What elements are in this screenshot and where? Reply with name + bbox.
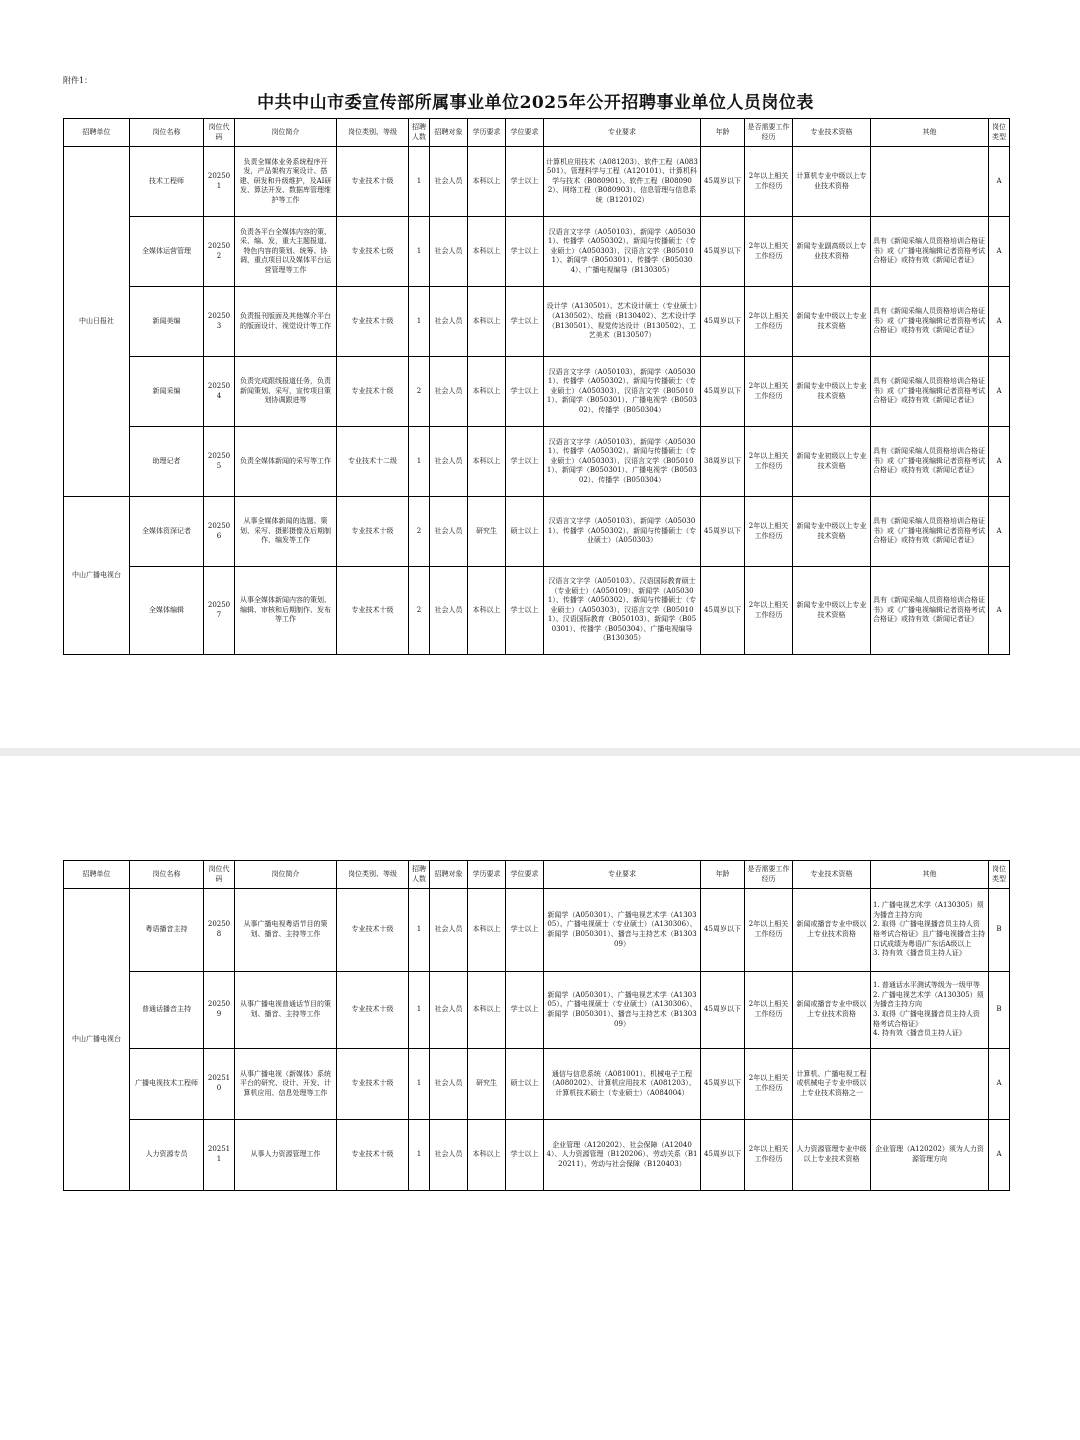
position-type: A xyxy=(989,427,1010,497)
position-name: 新闻美编 xyxy=(130,287,204,357)
page-title: 中共中山市委宣传部所属事业单位2025年公开招聘事业单位人员岗位表 xyxy=(257,93,814,113)
table-row xyxy=(64,357,1010,427)
professional-qualification: 新闻专业中级以上专业技术资格 xyxy=(793,287,871,357)
age-requirement: 45周岁以下 xyxy=(701,287,745,357)
degree-requirement: 学士以上 xyxy=(506,567,544,655)
hire-count: 2 xyxy=(409,497,430,567)
recruit-target: 社会人员 xyxy=(430,889,468,972)
position-code: 202504 xyxy=(204,357,235,427)
age-requirement: 45周岁以下 xyxy=(701,1120,745,1191)
hire-count: 1 xyxy=(409,427,430,497)
major-requirement: 计算机应用技术（A081203）、软件工程（A083501）、管理科学与工程（A120101）、计算机科学与技术（B080901）、软件工程（B080902）、网络工程（B080903）、信息管理与信息系统（B120102） xyxy=(544,147,701,217)
table-row xyxy=(64,147,1010,217)
education-requirement: 本科以上 xyxy=(468,889,506,972)
hire-count: 1 xyxy=(409,889,430,972)
position-type: A xyxy=(989,567,1010,655)
education-requirement: 本科以上 xyxy=(468,357,506,427)
position-category: 专业技术十级 xyxy=(337,1120,409,1191)
position-type: A xyxy=(989,147,1010,217)
recruit-target: 社会人员 xyxy=(430,357,468,427)
degree-requirement: 学士以上 xyxy=(506,287,544,357)
recruit-target: 社会人员 xyxy=(430,217,468,287)
position-description: 从事广播电视普通话节目的策划、播音、主持等工作 xyxy=(235,972,337,1049)
table-row xyxy=(64,287,1010,357)
education-requirement: 本科以上 xyxy=(468,217,506,287)
position-description: 负责各平台全媒体内容的策、采、编、发，重大主题报道、特色内容的策划、统筹、协调，重点项目以及媒体平台运营管理等工作 xyxy=(235,217,337,287)
other-requirements: 具有《新闻采编人员资格培训合格证书》或《广播电视编辑记者资格考试合格证》或持有效《新闻记者证》 xyxy=(871,497,989,567)
major-requirement: 汉语言文字学（A050103）、新闻学（A050301）、传播学（A050302）、新闻与传播硕士（专业硕士）（A050303）、汉语言文学（B050101）、新闻学（B050301）、广播电视学（B050302）、传播学（B050304） xyxy=(544,427,701,497)
positions-table-2 xyxy=(63,860,1010,1191)
header-cell: 岗位类型 xyxy=(989,119,1010,147)
recruit-target: 社会人员 xyxy=(430,972,468,1049)
major-requirement: 汉语言文字学（A050103）、新闻学（A050301）、传播学（A050302）、新闻与传播硕士（专业硕士）（A050303）、汉语言文学（B050101）、新闻学（B050301）、广播电视学（B050302）、传播学（B050304） xyxy=(544,357,701,427)
document-page-2 xyxy=(0,756,1080,1440)
table-header xyxy=(64,861,1010,889)
other-requirements xyxy=(871,1049,989,1120)
position-code: 202505 xyxy=(204,427,235,497)
major-requirement: 汉语言文字学（A050103）、汉语国际教育硕士（专业硕士）（A050109）、新闻学（A050301）、传播学（A050302）、新闻与传播硕士（专业硕士）（A050303）、汉语言文学（B050101）、汉语国际教育（B050103）、新闻学（B050301）、传播学（B050304）、广播电视编导（B130305） xyxy=(544,567,701,655)
recruit-target: 社会人员 xyxy=(430,287,468,357)
header-cell: 专业技术资格 xyxy=(793,861,871,889)
education-requirement: 本科以上 xyxy=(468,287,506,357)
header-cell: 岗位类别、等级 xyxy=(337,119,409,147)
position-category: 专业技术七级 xyxy=(337,217,409,287)
header-cell: 招聘人数 xyxy=(409,861,430,889)
position-description: 负责报刊版面及其他媒介平台的版面设计、视觉设计等工作 xyxy=(235,287,337,357)
position-name: 广播电视技术工程师 xyxy=(130,1049,204,1120)
position-category: 专业技术十级 xyxy=(337,972,409,1049)
age-requirement: 45周岁以下 xyxy=(701,972,745,1049)
position-name: 技术工程师 xyxy=(130,147,204,217)
age-requirement: 45周岁以下 xyxy=(701,567,745,655)
recruit-target: 社会人员 xyxy=(430,1120,468,1191)
position-description: 从事广播电视（新媒体）系统平台的研究、设计、开发、计算机应用、信息处理等工作 xyxy=(235,1049,337,1120)
work-experience: 2年以上相关工作经历 xyxy=(745,357,793,427)
other-requirements: 1. 广播电视艺术学（A130305）须为播音主持方向 2. 取得《广播电视播音员主持人资格考试合格证》且广播电视播音主持口试成绩为粤语/广东话A级以上 3. 持有效《播音员主持人证》 xyxy=(871,889,989,972)
education-requirement: 研究生 xyxy=(468,497,506,567)
other-requirements: 具有《新闻采编人员资格培训合格证书》或《广播电视编辑记者资格考试合格证》或持有效《新闻记者证》 xyxy=(871,217,989,287)
education-requirement: 本科以上 xyxy=(468,567,506,655)
unit-cell: 中山日报社 xyxy=(64,147,130,497)
degree-requirement: 硕士以上 xyxy=(506,1049,544,1120)
header-cell: 岗位名称 xyxy=(130,119,204,147)
position-type: A xyxy=(989,497,1010,567)
work-experience: 2年以上相关工作经历 xyxy=(745,567,793,655)
header-cell: 岗位代码 xyxy=(204,119,235,147)
header-cell: 专业技术资格 xyxy=(793,119,871,147)
major-requirement: 新闻学（A050301）、广播电视艺术学（A130305）、广播电视硕士（专业硕士）（A130306）、新闻学（B050301）、播音与主持艺术（B130309） xyxy=(544,972,701,1049)
work-experience: 2年以上相关工作经历 xyxy=(745,147,793,217)
professional-qualification: 新闻或播音专业中级以上专业技术资格 xyxy=(793,972,871,1049)
age-requirement: 45周岁以下 xyxy=(701,357,745,427)
recruit-target: 社会人员 xyxy=(430,147,468,217)
header-cell: 招聘单位 xyxy=(64,861,130,889)
positions-table-1 xyxy=(63,118,1010,655)
attachment-label: 附件1： xyxy=(63,76,93,85)
position-code: 202501 xyxy=(204,147,235,217)
header-cell: 招聘单位 xyxy=(64,119,130,147)
degree-requirement: 学士以上 xyxy=(506,1120,544,1191)
position-name: 助理记者 xyxy=(130,427,204,497)
professional-qualification: 计算机专业中级以上专业技术资格 xyxy=(793,147,871,217)
hire-count: 1 xyxy=(409,287,430,357)
recruit-target: 社会人员 xyxy=(430,567,468,655)
major-requirement: 汉语言文字学（A050103）、新闻学（A050301）、传播学（A050302）、新闻与传播硕士（专业硕士）（A050303）、汉语言文学（B050101）、新闻学（B050301）、传播学（B050304）、广播电视编导（B130305） xyxy=(544,217,701,287)
degree-requirement: 学士以上 xyxy=(506,972,544,1049)
professional-qualification: 新闻专业初级以上专业技术资格 xyxy=(793,427,871,497)
degree-requirement: 学士以上 xyxy=(506,427,544,497)
professional-qualification: 计算机、广播电视工程或机械电子专业中级以上专业技术资格之一 xyxy=(793,1049,871,1120)
header-cell: 岗位类别、等级 xyxy=(337,861,409,889)
header-cell: 年龄 xyxy=(701,119,745,147)
hire-count: 1 xyxy=(409,147,430,217)
table-header xyxy=(64,119,1010,147)
position-name: 人力资源专员 xyxy=(130,1120,204,1191)
header-cell: 其他 xyxy=(871,119,989,147)
header-cell: 学历要求 xyxy=(468,119,506,147)
position-description: 从事全媒体新闻的选题、策划、采写、摄影摄像及后期制作、编发等工作 xyxy=(235,497,337,567)
age-requirement: 45周岁以下 xyxy=(701,889,745,972)
table-row xyxy=(64,497,1010,567)
work-experience: 2年以上相关工作经历 xyxy=(745,427,793,497)
hire-count: 1 xyxy=(409,217,430,287)
header-cell: 学历要求 xyxy=(468,861,506,889)
age-requirement: 45周岁以下 xyxy=(701,147,745,217)
header-cell: 招聘对象 xyxy=(430,861,468,889)
position-name: 普通话播音主持 xyxy=(130,972,204,1049)
header-cell: 岗位简介 xyxy=(235,861,337,889)
position-type: B xyxy=(989,889,1010,972)
header-cell: 是否需要工作经历 xyxy=(745,119,793,147)
age-requirement: 38周岁以下 xyxy=(701,427,745,497)
position-code: 202502 xyxy=(204,217,235,287)
position-type: A xyxy=(989,357,1010,427)
header-cell: 学位要求 xyxy=(506,861,544,889)
recruit-target: 社会人员 xyxy=(430,497,468,567)
major-requirement: 汉语言文字学（A050103）、新闻学（A050301）、传播学（A050302）、新闻与传播硕士（专业硕士）（A050303） xyxy=(544,497,701,567)
other-requirements: 1. 普通话水平测试等级为一级甲等 2. 广播电视艺术学（A130305）须为播音主持方向 3. 取得《广播电视播音员主持人资格考试合格证》 4. 持有效《播音员主持人证》 xyxy=(871,972,989,1049)
work-experience: 2年以上相关工作经历 xyxy=(745,1049,793,1120)
unit-cell: 中山广播电视台 xyxy=(64,497,130,655)
hire-count: 1 xyxy=(409,1049,430,1120)
position-type: A xyxy=(989,1120,1010,1191)
position-description: 负责全媒体新闻的采写等工作 xyxy=(235,427,337,497)
other-requirements: 具有《新闻采编人员资格培训合格证书》或《广播电视编辑记者资格考试合格证》或持有效《新闻记者证》 xyxy=(871,287,989,357)
position-name: 全媒体运营管理 xyxy=(130,217,204,287)
position-code: 202507 xyxy=(204,567,235,655)
header-cell: 学位要求 xyxy=(506,119,544,147)
table-row xyxy=(64,567,1010,655)
education-requirement: 本科以上 xyxy=(468,972,506,1049)
work-experience: 2年以上相关工作经历 xyxy=(745,497,793,567)
work-experience: 2年以上相关工作经历 xyxy=(745,889,793,972)
position-code: 202510 xyxy=(204,1049,235,1120)
degree-requirement: 学士以上 xyxy=(506,147,544,217)
position-name: 全媒体资深记者 xyxy=(130,497,204,567)
position-category: 专业技术十级 xyxy=(337,287,409,357)
major-requirement: 新闻学（A050301）、广播电视艺术学（A130305）、广播电视硕士（专业硕士）（A130306）、新闻学（B050301）、播音与主持艺术（B130309） xyxy=(544,889,701,972)
position-code: 202506 xyxy=(204,497,235,567)
header-cell: 招聘对象 xyxy=(430,119,468,147)
position-description: 负责完成跟线报道任务，负责新闻策划、采写，宣传项目策划协调跟进等 xyxy=(235,357,337,427)
education-requirement: 本科以上 xyxy=(468,1120,506,1191)
recruit-target: 社会人员 xyxy=(430,1049,468,1120)
recruit-target: 社会人员 xyxy=(430,427,468,497)
work-experience: 2年以上相关工作经历 xyxy=(745,972,793,1049)
header-cell: 岗位代码 xyxy=(204,861,235,889)
position-code: 202503 xyxy=(204,287,235,357)
header-cell: 岗位简介 xyxy=(235,119,337,147)
other-requirements: 具有《新闻采编人员资格培训合格证书》或《广播电视编辑记者资格考试合格证》或持有效《新闻记者证》 xyxy=(871,427,989,497)
position-description: 负责全媒体业务系统程序开发，产品架构方案设计、搭建、研发和升级维护，及AI研发、算法开发、数据库管理维护等工作 xyxy=(235,147,337,217)
hire-count: 1 xyxy=(409,1120,430,1191)
other-requirements xyxy=(871,147,989,217)
header-cell: 年龄 xyxy=(701,861,745,889)
degree-requirement: 学士以上 xyxy=(506,357,544,427)
other-requirements: 具有《新闻采编人员资格培训合格证书》或《广播电视编辑记者资格考试合格证》或持有效《新闻记者证》 xyxy=(871,567,989,655)
position-category: 专业技术十级 xyxy=(337,567,409,655)
education-requirement: 本科以上 xyxy=(468,427,506,497)
position-category: 专业技术十级 xyxy=(337,147,409,217)
position-type: B xyxy=(989,972,1010,1049)
header-cell: 其他 xyxy=(871,861,989,889)
position-code: 202508 xyxy=(204,889,235,972)
header-cell: 岗位名称 xyxy=(130,861,204,889)
position-name: 粤语播音主持 xyxy=(130,889,204,972)
degree-requirement: 学士以上 xyxy=(506,217,544,287)
position-code: 202509 xyxy=(204,972,235,1049)
table-row xyxy=(64,427,1010,497)
work-experience: 2年以上相关工作经历 xyxy=(745,287,793,357)
position-description: 从事人力资源管理工作 xyxy=(235,1120,337,1191)
position-category: 专业技术十级 xyxy=(337,1049,409,1120)
position-name: 新闻采编 xyxy=(130,357,204,427)
position-category: 专业技术十级 xyxy=(337,889,409,972)
professional-qualification: 新闻专业中级以上专业技术资格 xyxy=(793,357,871,427)
position-code: 202511 xyxy=(204,1120,235,1191)
education-requirement: 本科以上 xyxy=(468,147,506,217)
position-name: 全媒体编辑 xyxy=(130,567,204,655)
major-requirement: 通信与信息系统（A081001）、机械电子工程（A080202）、计算机应用技术（A081203）、计算机技术硕士（专业硕士）（A084004） xyxy=(544,1049,701,1120)
hire-count: 2 xyxy=(409,567,430,655)
position-description: 从事广播电视粤语节目的策划、播音、主持等工作 xyxy=(235,889,337,972)
professional-qualification: 新闻专业副高级以上专业技术资格 xyxy=(793,217,871,287)
work-experience: 2年以上相关工作经历 xyxy=(745,217,793,287)
major-requirement: 企业管理（A120202）、社会保障（A120404）、人力资源管理（B120206）、劳动关系（B120211）、劳动与社会保障（B120403） xyxy=(544,1120,701,1191)
position-category: 专业技术十级 xyxy=(337,497,409,567)
hire-count: 2 xyxy=(409,357,430,427)
table-row xyxy=(64,889,1010,972)
header-cell: 专业要求 xyxy=(544,861,701,889)
hire-count: 1 xyxy=(409,972,430,1049)
work-experience: 2年以上相关工作经历 xyxy=(745,1120,793,1191)
table-row xyxy=(64,972,1010,1049)
header-cell: 岗位类型 xyxy=(989,861,1010,889)
header-cell: 专业要求 xyxy=(544,119,701,147)
major-requirement: 设计学（A130501）、艺术设计硕士（专业硕士）（A130502）、绘画（B130402）、艺术设计学（B130501）、视觉传达设计（B130502）、工艺美术（B130507） xyxy=(544,287,701,357)
position-category: 专业技术十级 xyxy=(337,357,409,427)
age-requirement: 45周岁以下 xyxy=(701,497,745,567)
degree-requirement: 学士以上 xyxy=(506,889,544,972)
professional-qualification: 新闻或播音专业中级以上专业技术资格 xyxy=(793,889,871,972)
other-requirements: 企业管理（A120202）须为人力资源管理方向 xyxy=(871,1120,989,1191)
header-cell: 招聘人数 xyxy=(409,119,430,147)
table-row xyxy=(64,1049,1010,1120)
table-row xyxy=(64,1120,1010,1191)
position-category: 专业技术十二级 xyxy=(337,427,409,497)
position-type: A xyxy=(989,217,1010,287)
header-cell: 是否需要工作经历 xyxy=(745,861,793,889)
age-requirement: 45周岁以下 xyxy=(701,1049,745,1120)
position-type: A xyxy=(989,1049,1010,1120)
page-separator xyxy=(0,748,1080,756)
age-requirement: 45周岁以下 xyxy=(701,217,745,287)
professional-qualification: 新闻专业中级以上专业技术资格 xyxy=(793,497,871,567)
unit-cell: 中山广播电视台 xyxy=(64,889,130,1191)
position-type: A xyxy=(989,287,1010,357)
position-description: 从事全媒体新闻内容的策划、编辑、审核和后期制作、发布等工作 xyxy=(235,567,337,655)
professional-qualification: 新闻专业中级以上专业技术资格 xyxy=(793,567,871,655)
table-row xyxy=(64,217,1010,287)
professional-qualification: 人力资源管理专业中级以上专业技术资格 xyxy=(793,1120,871,1191)
degree-requirement: 硕士以上 xyxy=(506,497,544,567)
other-requirements: 具有《新闻采编人员资格培训合格证书》或《广播电视编辑记者资格考试合格证》或持有效《新闻记者证》 xyxy=(871,357,989,427)
education-requirement: 研究生 xyxy=(468,1049,506,1120)
